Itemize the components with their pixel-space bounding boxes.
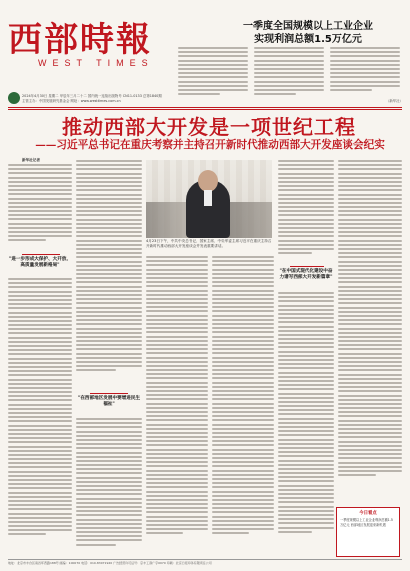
top-story-headline-line: 一季度全国规模以上工业企业	[243, 21, 373, 32]
body-column-1b	[8, 278, 72, 554]
section-title: "进一步形成大保护、大开放、高质量发展新格局"	[8, 257, 72, 269]
section-heading	[278, 269, 334, 281]
divider	[8, 559, 402, 560]
masthead-info-line: 主管主办：中国发展研究基金会 网址：www.westtimes.com.cn	[22, 99, 121, 103]
main-headline: 推动西部大开发是一项世纪工程	[62, 115, 356, 139]
body-column-2a	[76, 160, 142, 390]
body-column-5b	[278, 292, 334, 554]
section-rule	[290, 266, 324, 267]
section-title: "在西部地区发展中要增进民生福祉"	[77, 396, 141, 408]
body-column-1a	[8, 164, 72, 250]
footer: 地址：北京市丰台区南四环西路188号 邮编：100070 电话：010-83071920 广告经营许可证号：京丰工商广字0070 印刷：北京日报印务有限责任公司	[8, 561, 212, 565]
masthead-info	[22, 94, 192, 104]
section-rule	[90, 393, 128, 394]
emblem-icon	[8, 92, 20, 104]
main-photo	[146, 160, 272, 238]
body-column-6	[338, 160, 402, 504]
masthead	[8, 20, 158, 80]
top-story-body-col1	[178, 47, 248, 99]
body-column-5a	[278, 160, 334, 264]
photo-caption: 4月23日下午，中共中央总书记、国家主席、中央军委主席习近平在重庆主持召开新时代推动西部大开发座谈会并发表重要讲话。	[146, 239, 272, 248]
divider	[8, 107, 402, 108]
masthead-info-line: 2024年4月30日 星期二 甲辰年三月二十二 国内统一连续出版物号 CN11-0133 总第1840期	[22, 94, 162, 98]
section-heading	[76, 396, 142, 408]
top-story-headline-line: 实现利润总额1.5万亿元	[254, 34, 362, 45]
main-subheadline: ——习近平总书记在重庆考察并主持召开新时代推动西部大开发座谈会纪实	[35, 139, 385, 151]
body-column-4	[212, 256, 274, 554]
highlights-text: 一季度规模以上工业企业利润总额1.5万亿元 西部地区发展迎来新机遇	[340, 518, 393, 527]
masthead-subtitle: WEST TIMES	[38, 58, 154, 68]
section-rule	[22, 254, 60, 255]
top-story-headline	[218, 20, 398, 46]
top-story-body-col2	[254, 47, 324, 99]
top-story-source: （新华社）	[386, 99, 403, 103]
body-column-3	[146, 256, 208, 554]
masthead-title: 西部時報	[8, 20, 152, 60]
section-title: "在中国式现代化建设中奋力谱写西部大开发新篇章"	[279, 269, 333, 281]
top-story-body-col3	[330, 47, 400, 97]
byline: 新华社记者	[22, 158, 40, 162]
highlights-title: 今日看点	[359, 511, 377, 516]
section-heading	[8, 257, 72, 269]
highlights-box	[336, 507, 400, 557]
body-column-2b	[76, 418, 142, 554]
divider	[8, 109, 402, 110]
